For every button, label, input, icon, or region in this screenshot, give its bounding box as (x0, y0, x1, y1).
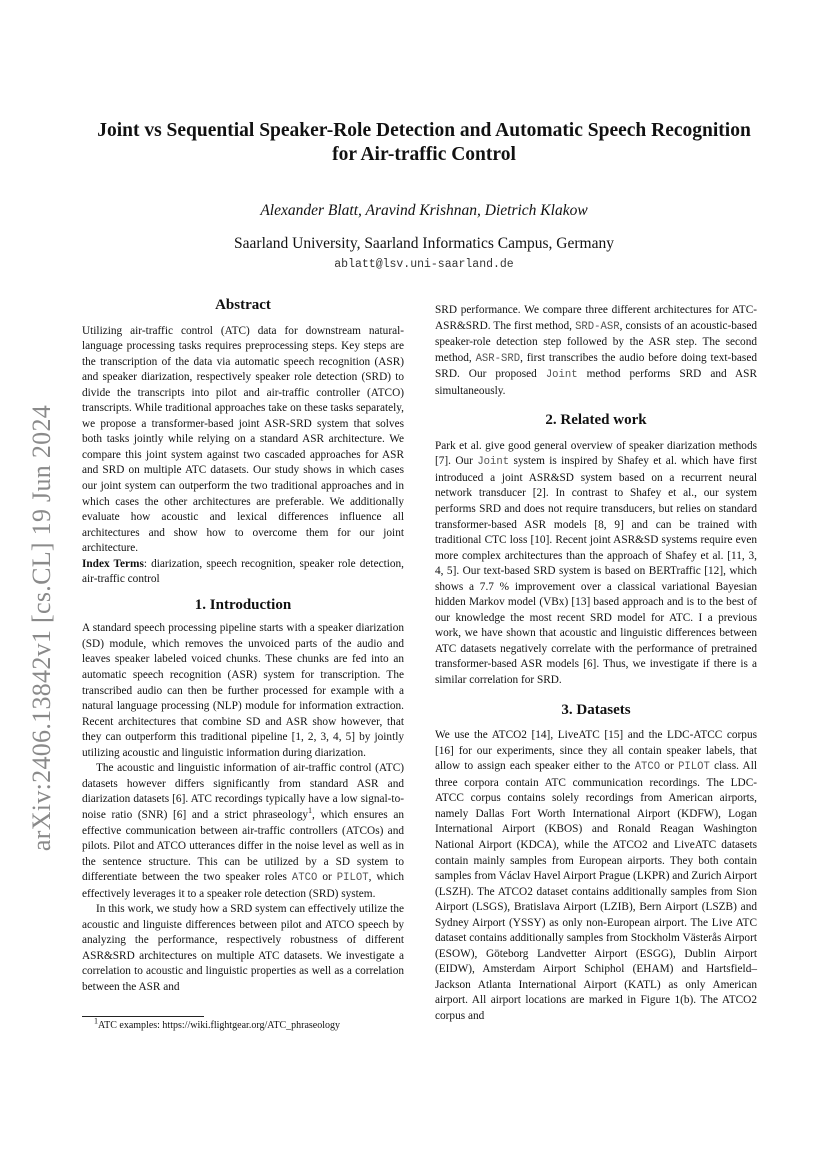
related-text-a: Park et al. give good general overview of speaker diarization methods [7]. Our (435, 439, 757, 468)
arxiv-identifier-text: arXiv:2406.13842v1 [cs.CL] 19 Jun 2024 (27, 404, 57, 852)
datasets-heading: 3. Datasets (561, 701, 631, 718)
method-asr-srd: ASR-SRD (475, 352, 521, 365)
atco-label: ATCO (291, 872, 318, 885)
footnote-ref: 1 (308, 806, 313, 816)
paper-title: Joint vs Sequential Speaker-Role Detection and Automatic Speech Recognition for Air-traffic Control (97, 120, 751, 165)
author-email: ablatt@lsv.uni-saarland.de (334, 258, 514, 271)
paper-authors: Alexander Blatt, Aravind Krishnan, Dietrich Klakow (260, 202, 588, 219)
intro-p2-text-c: , which effectively leverages it to a speaker role detection (SRD) system. (82, 871, 405, 900)
cont-text-b: , consists of an acoustic-based speaker-role detection step followed by the ASR step. The second method, (435, 319, 757, 364)
datasets-text-a: We use the ATCO2 [14], LiveATC [15] and the LDC-ATCC corpus [16] for our experiments, since they all contain speaker labels, that allow to assign each speaker either to the (435, 729, 757, 773)
index-terms-text: : diarization, speech recognition, speaker role detection, air-traffic control (82, 557, 405, 586)
intro-p2-text-b: , which ensures an effective communication between air-traffic controllers (ATCOs) and pilots. Pilot and ATCO utterances differ in the noise level as well as in the sentence structure. This can be utilized by a SD system to differentiate between the two speaker roles (82, 808, 404, 884)
method-joint-ref: Joint (477, 456, 510, 469)
abstract-heading: Abstract (215, 297, 271, 313)
pilot-class-label: PILOT (678, 761, 710, 774)
abstract-text: Utilizing air-traffic control (ATC) data for downstream natural-language processing tasks requires preprocessing steps. Key steps are the transcription of the data via automatic speech recognition (ASR) and speaker diarization, respectively speaker role detection (SRD) to divide the transcripts into pilot and air-traffic controller (ATCO) transcripts. While traditional approaches take on these tasks separately, we propose a transformer-based joint ASR-SRD system that solves both tasks jointly while relying on a standard ASR architecture. We compare this joint system against two cascaded approaches for ASR and SRD on multiple ATC datasets. Our study shows in which cases our joint system can outperform the two traditional approaches and in which cases the other architectures are preferable. We additionally evaluate how acoustic and lexical differences influence all architectures and show how to overcome them for our joint architecture. (82, 324, 404, 555)
footnote (94, 1016, 341, 1031)
method-joint: Joint (545, 369, 578, 382)
intro-heading: 1. Introduction (194, 596, 292, 613)
cont-text-c: , first transcribes the audio before doing text-based SRD. Our proposed (435, 351, 757, 381)
right-column (435, 303, 757, 1025)
footnote-rule (82, 1016, 204, 1017)
intro-paragraph-2 (82, 761, 404, 902)
atco-class-label: ATCO (634, 761, 661, 774)
intro-p2-or: or (317, 871, 337, 884)
index-terms (82, 557, 404, 588)
left-column (82, 298, 404, 996)
datasets-text-c: class. All three corpora contain ATC communication recordings. The LDC-ATCC corpus contains solely recordings from American airports, namely Dallas Fort Worth International Airport (KDFW), Logan International Airport (KBOS) and Ronald Reagan Washington National Airport (KDCA), while the ATCO2 and LiveATC datasets contain mainly samples from European airports. They both contain samples from Václav Havel Airport Prague (LKPR) and Zurich Airport (LSZH). The ATCO2 dataset contains additionally samples from Sion Airport (LSGS), Bratislava Airport (LZIB), Bern Airport (LSZB) and Sydney Airport (YSSY) as only non-European airport. The Live ATC dataset contains additionally samples from Stockholm Västerås Airport (ESOW), Göteborg Landvetter Airport (ESGG), Dublin Airport (EIDW), Amsterdam Airport Schiphol (EHAM) and Hartsfield–Jackson Atlanta International Airport (KATL) as only American airport. All airport locations are marked in Figure 1(b). The ATCO2 corpus and (435, 760, 757, 1022)
intro-paragraph-3: In this work, we study how a SRD system can effectively utilize the acoustic and linguiste differences between pilot and ATCO speech by analyzing the performance, respectively robustness of different ASR&SRD architectures on multiple ATC datasets. We investigate a correlation to acoustic and linguistic properties as well as a correlation between the ASR and (82, 903, 404, 993)
cont-text-a: SRD performance. We compare three different architectures for ATC-ASR&SRD. The first method, (435, 304, 757, 332)
footnote-mark: 1 (94, 1016, 98, 1026)
cont-text-d: method performs SRD and ASR simultaneously. (435, 368, 757, 397)
pilot-label: PILOT (336, 872, 369, 885)
arxiv-identifier (25, 368, 59, 888)
datasets-text-b: or (660, 760, 679, 773)
intro-continuation (435, 303, 757, 399)
footnote-text: ATC examples: https://wiki.flightgear.org/ATC_phraseology (98, 1020, 341, 1031)
author-affiliation: Saarland University, Saarland Informatics Campus, Germany (234, 235, 614, 252)
related-work-paragraph (435, 439, 757, 689)
index-terms-label: Index Terms (82, 557, 144, 570)
datasets-paragraph (435, 728, 757, 1024)
intro-paragraph-1: A standard speech processing pipeline starts with a speaker diarization (SD) module, which removes the unvoiced parts of the audio and leaves speaker labeled voiced chunks. These chunks are fed into an automatic speech recognition (ASR) system for transcription. The transcribed audio can then be further processed for example with a natural language processing (NLP) module for information extraction. Recent architectures that combine SD and ASR show however, that they can outperform this traditional pipeline [1, 2, 3, 4, 5] by jointly utilizing acoustic and linguistic information during diarization. (82, 622, 404, 759)
intro-p2-text-a: The acoustic and linguistic information of air-traffic control (ATC) datasets however differs significantly from standard ASR and diarization datasets [6]. ATC recordings typically have a low signal-to-noise ratio (SNR) [6] and a strict phraseology (82, 762, 404, 821)
method-srd-asr: SRD-ASR (575, 320, 620, 333)
related-text-b: system is inspired by Shafey et al. which have first introduced a joint ASR&SD system based on a recurrent neural network transducer [2]. In contrast to Shafey et al., our system performs SRD and does not require transducers, but relies on standard transformer-based ASR models [8, 9] and can be trained with traditional CTC loss [10]. Recent joint ASR&SD systems require even more complex architectures than the approach of Shafey et al. [11, 3, 4, 5]. Our text-based SRD system is based on BERTraffic [12], which shows a 7.7 % improvement over a classical variational Bayesian hidden Markov model (VBx) [13] based approach and is to the best of our knowledge the most recent SRD model for ATC. I a previous work, we have shown that acoustic and linguistic differences between ATC datasets negatively correlate with the performance of pretrained transformer-based ASR models [6]. Thus, we investigate if there is a similar correlation for SRD. (435, 455, 758, 687)
related-work-heading: 2. Related work (545, 412, 647, 429)
